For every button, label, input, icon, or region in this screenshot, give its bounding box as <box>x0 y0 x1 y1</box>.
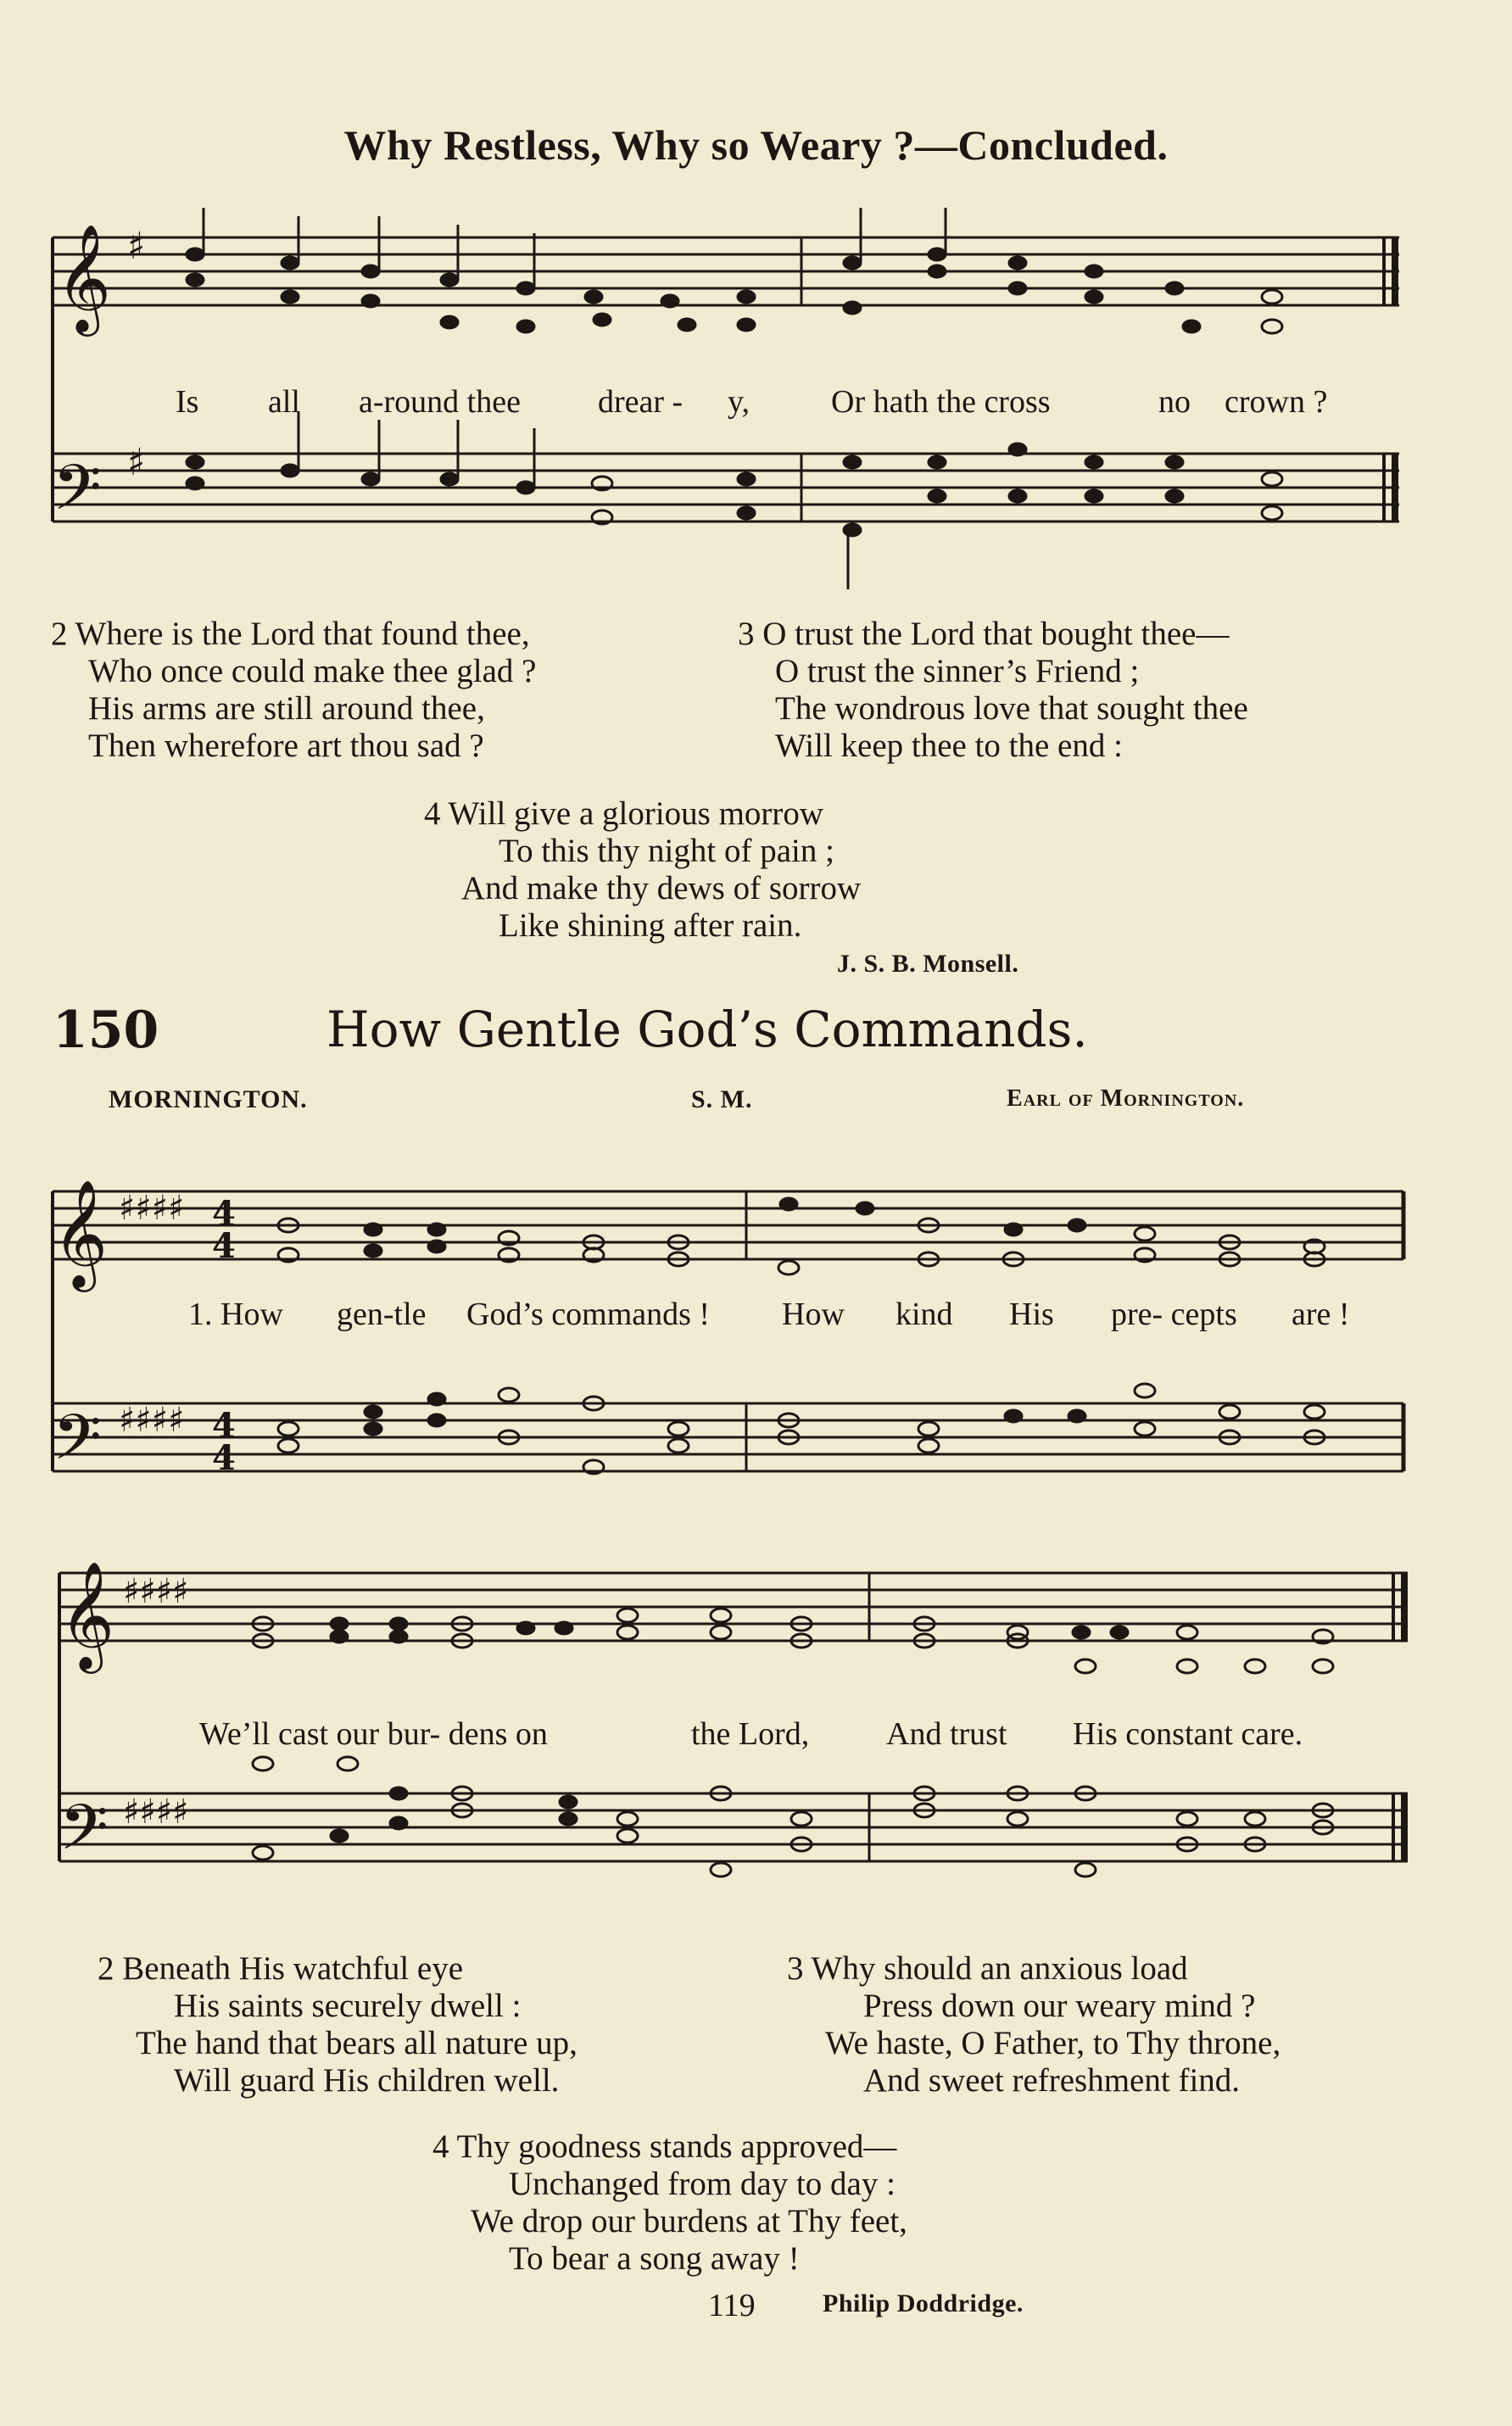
tune-name: MORNINGTON. <box>109 1085 308 1113</box>
svg-text:♯♯♯♯: ♯♯♯♯ <box>119 1401 185 1440</box>
verse-2: 2 Beneath His watchful eye His saints securely dwell : The hand that bears all nature up, Will guard His children well. <box>98 1950 577 2099</box>
lyric-word: are ! <box>1292 1297 1350 1332</box>
svg-text:𝄢: 𝄢 <box>59 1791 109 1880</box>
svg-text:4: 4 <box>212 1438 236 1478</box>
hymn-title: How Gentle God’s Commands. <box>326 1001 1088 1058</box>
composer: Earl of Mornington. <box>1007 1085 1245 1112</box>
page-number: 119 <box>708 2288 756 2323</box>
lyric-word: y, <box>728 384 750 420</box>
svg-text:𝄢: 𝄢 <box>53 451 102 540</box>
lyric-word: kind <box>895 1297 953 1332</box>
lyric-word: 1. How <box>188 1297 283 1332</box>
lyric-word: pre- cepts <box>1111 1297 1237 1332</box>
verse-4: 4 Will give a glorious morrow To this thy night of pain ; And make thy dews of sorrow Like shining after rain. <box>424 795 862 944</box>
lyric-word: gen-tle <box>337 1297 427 1332</box>
lyric-word: His constant care. <box>1073 1716 1303 1752</box>
hymn-number: 150 <box>53 1001 159 1060</box>
svg-text:♯: ♯ <box>127 225 146 268</box>
svg-text:4: 4 <box>212 1406 236 1446</box>
lyric-word: We’ll cast our bur- dens on <box>199 1716 548 1752</box>
lyric-word: His <box>1009 1297 1054 1332</box>
lyric-word: crown ? <box>1225 384 1328 420</box>
verse-3: 3 O trust the Lord that bought thee— O trust the sinner’s Friend ; The wondrous love that sought thee Will keep thee to the end : <box>738 616 1248 764</box>
lyric-word: Is <box>176 384 199 420</box>
lyric-word: Or hath the cross <box>831 384 1051 420</box>
svg-text:♯♯♯♯: ♯♯♯♯ <box>119 1189 185 1228</box>
lyric-word: God’s commands ! <box>466 1297 711 1332</box>
author-credit: J. S. B. Monsell. <box>837 950 1019 978</box>
meter: S. M. <box>691 1085 753 1113</box>
verse-3: 3 Why should an anxious load Press down our weary mind ? We haste, O Father, to Thy throne, And sweet refreshment find. <box>787 1950 1281 2099</box>
svg-text:𝄞: 𝄞 <box>59 1560 115 1669</box>
lyric-word: And trust <box>886 1716 1007 1752</box>
svg-text:4: 4 <box>212 1194 236 1234</box>
lyric-word: How <box>782 1297 845 1332</box>
svg-text:♯♯♯♯: ♯♯♯♯ <box>123 1793 189 1832</box>
verse-4: 4 Thy goodness stands approved— Unchanged from day to day : We drop our burdens at Thy feet, To bear a song away ! <box>432 2128 907 2277</box>
continued-hymn-title: Why Restless, Why so Weary ?—Concluded. <box>343 121 1169 169</box>
lyric-word: the Lord, <box>691 1716 810 1752</box>
svg-text:4: 4 <box>212 1226 236 1266</box>
author-credit: Philip Doddridge. <box>823 2289 1024 2317</box>
lyric-word: a-round thee <box>359 384 521 420</box>
verse-2: 2 Where is the Lord that found thee, Who once could make thee glad ? His arms are still around thee, Then wherefore art thou sad ? <box>51 616 537 764</box>
lyric-word: drear - <box>598 384 683 420</box>
svg-text:𝄞: 𝄞 <box>56 223 112 332</box>
svg-text:♯♯♯♯: ♯♯♯♯ <box>123 1572 189 1611</box>
svg-text:𝄢: 𝄢 <box>53 1401 102 1490</box>
svg-text:♯: ♯ <box>127 441 146 484</box>
lyric-word: all <box>268 384 300 420</box>
svg-text:𝄞: 𝄞 <box>53 1179 109 1287</box>
lyric-word: no <box>1158 384 1191 420</box>
